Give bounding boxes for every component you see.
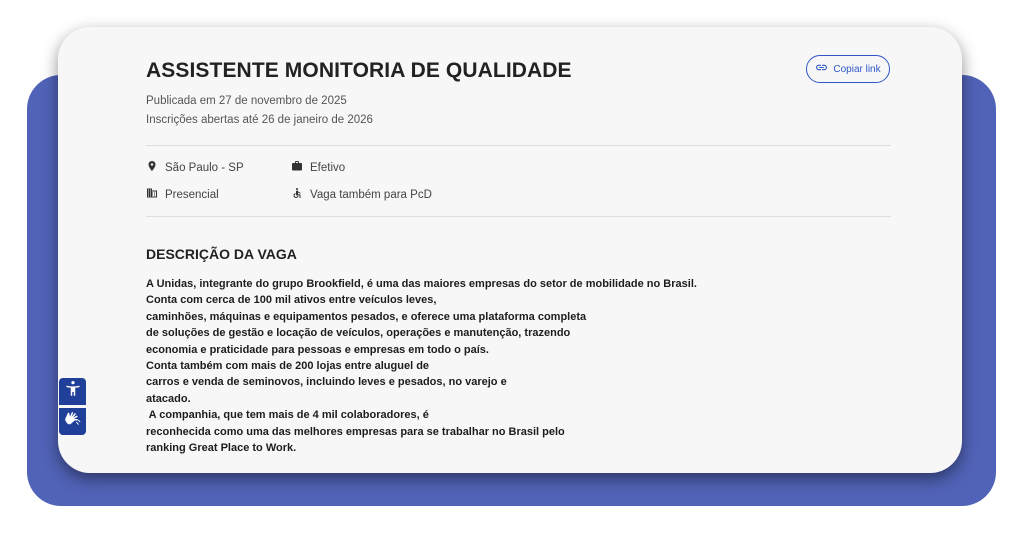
pcd-label: Vaga também para PcD (310, 188, 432, 201)
description-line: A companhia, que tem mais de 4 mil colaboradores, é (146, 409, 429, 422)
description-line: Conta com cerca de 100 mil ativos entre veículos leves, (146, 294, 437, 307)
contract-label: Efetivo (310, 161, 346, 174)
sign-language-icon (64, 410, 82, 433)
attribute-location (146, 160, 244, 175)
description-line: de soluções de gestão e locação de veículos, operações e manutenção, trazendo (146, 327, 571, 340)
job-description (146, 276, 766, 456)
divider (146, 216, 891, 217)
job-title: ASSISTENTE MONITORIA DE QUALIDADE (146, 59, 572, 82)
building-icon (146, 187, 158, 202)
copy-link-label: Copiar link (833, 63, 881, 75)
copy-link-button[interactable] (806, 55, 890, 83)
job-card (58, 27, 962, 473)
description-line: atacado. (146, 392, 191, 405)
location-label: São Paulo - SP (165, 161, 244, 174)
published-date: Publicada em 27 de novembro de 2025 (146, 95, 347, 107)
sign-language-button[interactable] (59, 408, 86, 435)
description-line: reconhecida como uma das melhores empresas para se trabalhar no Brasil pelo (146, 425, 565, 438)
link-icon (815, 61, 828, 77)
description-line: caminhões, máquinas e equipamentos pesados, e oferece uma plataforma completa (146, 310, 587, 323)
attribute-contract (291, 160, 345, 175)
briefcase-icon (291, 160, 303, 175)
divider (146, 145, 891, 146)
description-title: DESCRIÇÃO DA VAGA (146, 246, 297, 262)
wheelchair-icon (291, 187, 303, 202)
attribute-pcd (291, 187, 432, 202)
accessibility-button[interactable] (59, 378, 86, 405)
description-line: ranking Great Place to Work. (146, 442, 297, 455)
description-line: carros e venda de seminovos, incluindo leves e pesados, no varejo e (146, 376, 507, 389)
application-deadline: Inscrições abertas até 26 de janeiro de 2026 (146, 114, 373, 126)
attribute-workplace (146, 187, 219, 202)
description-line: economia e praticidade para pessoas e empresas em todo o país. (146, 343, 489, 356)
map-pin-icon (146, 160, 158, 175)
accessibility-icon (64, 380, 82, 403)
workplace-label: Presencial (165, 188, 219, 201)
description-line: A Unidas, integrante do grupo Brookfield, é uma das maiores empresas do setor de mobilidade no Brasil. (146, 278, 697, 290)
description-line: Conta também com mais de 200 lojas entre aluguel de (146, 360, 430, 373)
